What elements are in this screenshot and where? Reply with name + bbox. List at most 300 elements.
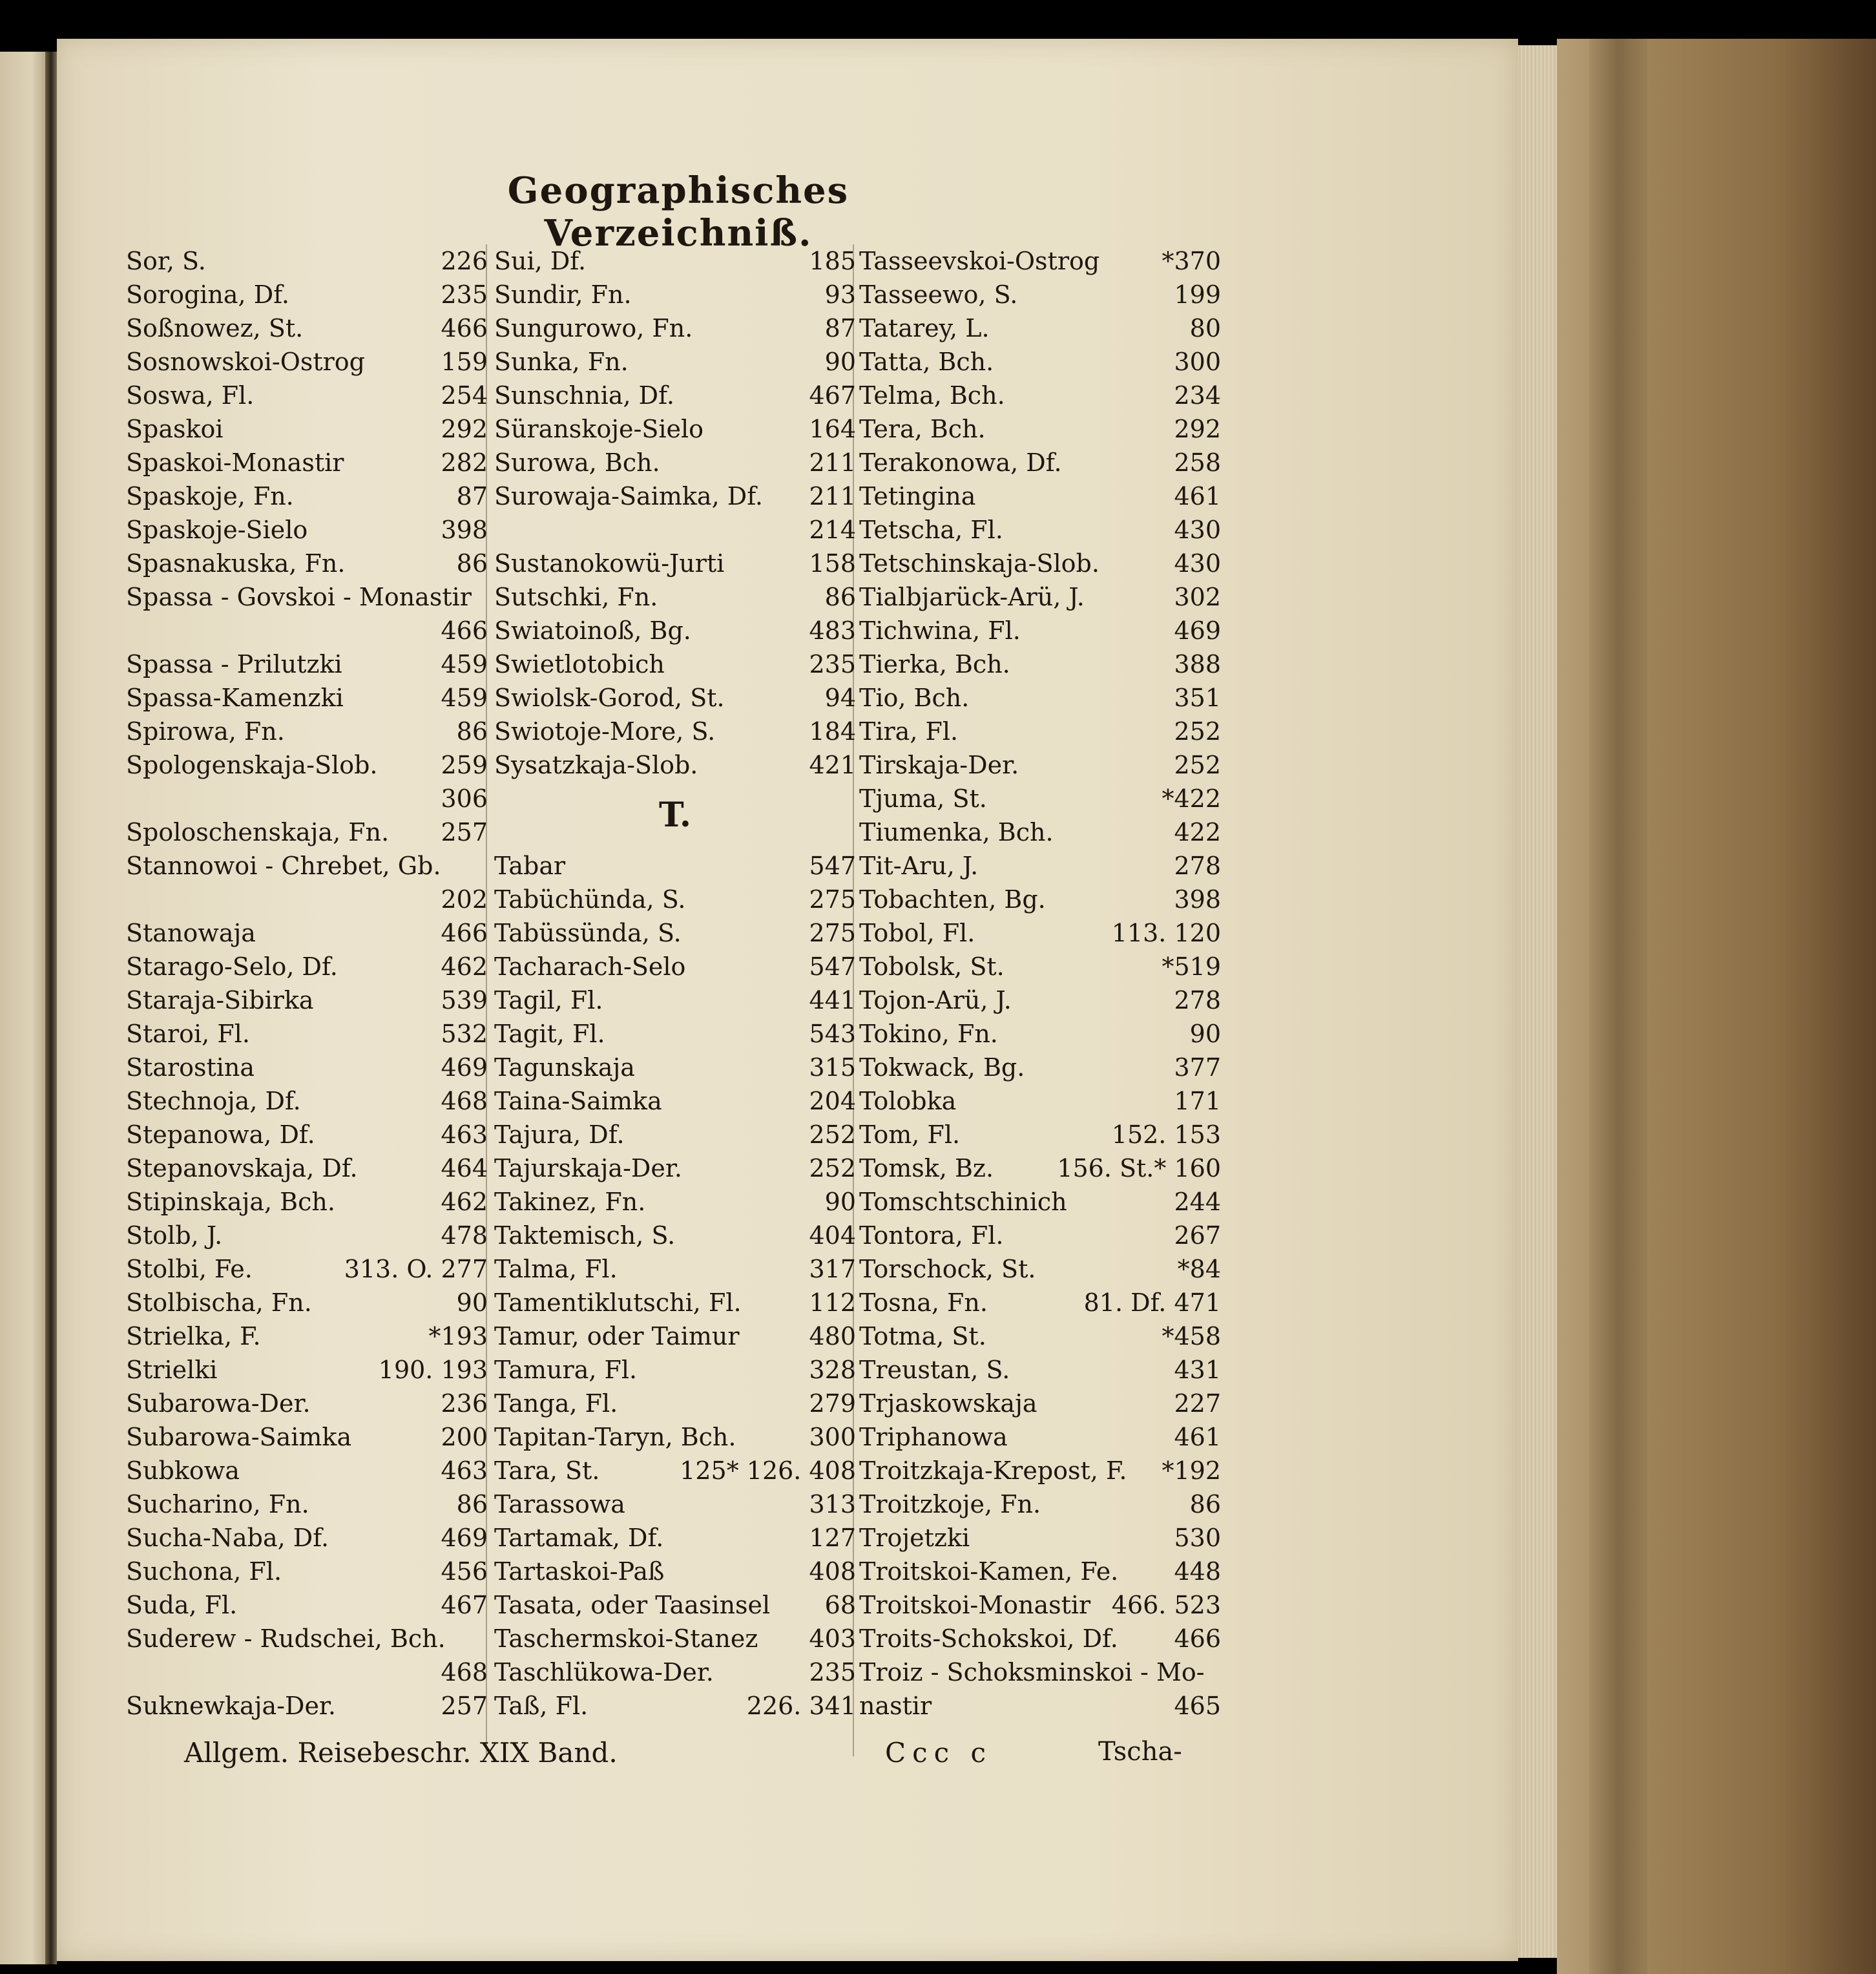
index-entry (126, 1084, 488, 1118)
entry-term: Tom, Fl. (859, 1120, 961, 1149)
index-entry (859, 379, 1221, 412)
footer-catchword: Tscha- (1098, 1737, 1182, 1767)
entry-page-number: 461 (1174, 1423, 1221, 1451)
entry-term: Troitzkaja-Krepost, F. (859, 1456, 1127, 1485)
entry-page-number: 430 (1174, 516, 1221, 544)
entry-page-number: 317 (809, 1255, 856, 1283)
entry-term: Staroi, Fl. (126, 1020, 250, 1048)
entry-page-number: 185 (809, 247, 856, 275)
entry-term: Stepanowa, Df. (126, 1120, 315, 1149)
index-entry (126, 1588, 488, 1622)
index-entry (126, 681, 488, 715)
entry-page-number: 90 (824, 1188, 856, 1216)
index-entry (126, 244, 488, 278)
entry-page-number: 164 (809, 415, 856, 443)
entry-term: Stipinskaja, Bch. (126, 1188, 335, 1216)
index-entry (859, 1084, 1221, 1118)
index-entry (126, 1420, 488, 1454)
entry-term: Takinez, Fn. (494, 1188, 646, 1216)
entry-page-number: *519 (1162, 952, 1221, 981)
entry-page-number: 252 (1174, 751, 1221, 779)
entry-page-number: 86 (456, 549, 488, 578)
index-entry (859, 547, 1221, 580)
entry-page-number: 404 (809, 1221, 856, 1250)
index-entry (859, 278, 1221, 311)
entry-page-number: 351 (1174, 684, 1221, 712)
entry-page-number: 388 (1174, 650, 1221, 678)
left-page-edge (0, 52, 45, 1964)
index-entry (859, 1588, 1221, 1622)
entry-term: Tontora, Fl. (859, 1221, 1004, 1250)
entry-term: Tira, Fl. (859, 717, 959, 746)
entry-page-number: 211 (809, 448, 856, 477)
entry-page-number: 90 (456, 1288, 488, 1317)
entry-term: Sui, Df. (494, 247, 587, 275)
entry-term: Sunka, Fn. (494, 348, 629, 376)
index-entry (126, 580, 488, 614)
entry-term: Suderew - Rudschei, Bch. (126, 1624, 446, 1653)
index-entry (126, 547, 488, 580)
entry-term: Sysatzkaja-Slob. (494, 751, 698, 779)
entry-page-number: 315 (809, 1053, 856, 1082)
index-entry (494, 748, 856, 782)
index-entry (859, 815, 1221, 849)
entry-page-number: 257 (441, 818, 488, 846)
entry-page-number: 94 (824, 684, 856, 712)
index-entry (494, 916, 856, 950)
index-entry (494, 580, 856, 614)
entry-page-number: 547 (809, 852, 856, 880)
entry-page-number: 408 (809, 1557, 856, 1586)
index-entry (859, 412, 1221, 446)
index-entry (859, 614, 1221, 647)
entry-term: Tosna, Fn. (859, 1288, 988, 1317)
entry-term: Subarowa-Saimka (126, 1423, 352, 1451)
entry-term: Spaskoje-Sielo (126, 516, 308, 544)
entry-term: Surowa, Bch. (494, 448, 660, 477)
entry-term: Sor, S. (126, 247, 206, 275)
index-entry (126, 849, 488, 883)
entry-term: Terakonowa, Df. (859, 448, 1062, 477)
entry-page-number: 226 (441, 247, 488, 275)
index-entry (126, 1454, 488, 1487)
entry-page-number: 468 (441, 1658, 488, 1686)
entry-term: Surowaja-Saimka, Df. (494, 482, 763, 510)
entry-page-number: 459 (441, 684, 488, 712)
index-entry (126, 379, 488, 412)
entry-term: Tabar (494, 852, 566, 880)
index-entry (859, 1017, 1221, 1051)
entry-term: Tojon-Arü, J. (859, 986, 1012, 1014)
index-entry (126, 883, 488, 916)
index-entry (859, 1252, 1221, 1286)
entry-term: Tomsk, Bz. (859, 1154, 994, 1182)
entry-page-number: 80 (1189, 314, 1221, 342)
index-entry (494, 1420, 856, 1454)
index-entry (494, 1555, 856, 1588)
index-column-1 (126, 244, 488, 1723)
entry-term: Tagunskaja (494, 1053, 635, 1082)
entry-term: Starago-Selo, Df. (126, 952, 338, 981)
entry-page-number: 87 (824, 314, 856, 342)
index-entry (126, 782, 488, 815)
entry-term: Strielki (126, 1356, 218, 1384)
entry-page-number: 171 (1174, 1087, 1221, 1115)
index-entry (859, 916, 1221, 950)
entry-term: Tagil, Fl. (494, 986, 603, 1014)
entry-page-number: 113. 120 (1111, 919, 1221, 947)
entry-page-number: 190. 193 (378, 1356, 488, 1384)
index-entry (494, 278, 856, 311)
entry-term: Tara, St. (494, 1456, 600, 1485)
index-entry (126, 1387, 488, 1420)
entry-term: Tetschinskaja-Slob. (859, 549, 1100, 578)
index-entry (859, 681, 1221, 715)
entry-page-number: 252 (809, 1120, 856, 1149)
entry-term: Tajura, Df. (494, 1120, 625, 1149)
index-entry (494, 715, 856, 748)
entry-term: Tokino, Fn. (859, 1020, 998, 1048)
entry-page-number: 279 (809, 1389, 856, 1418)
entry-page-number: 90 (1189, 1020, 1221, 1048)
entry-term: Tolobka (859, 1087, 957, 1115)
entry-term: Taktemisch, S. (494, 1221, 676, 1250)
index-entry (126, 916, 488, 950)
entry-page-number: 483 (809, 616, 856, 645)
index-entry (859, 1420, 1221, 1454)
index-entry (494, 1353, 856, 1387)
entry-term: Tit-Aru, J. (859, 852, 979, 880)
entry-page-number: 278 (1174, 986, 1221, 1014)
entry-page-number: 306 (441, 784, 488, 813)
index-entry (494, 1051, 856, 1084)
index-entry (859, 479, 1221, 513)
index-entry (126, 983, 488, 1017)
entry-page-number: 282 (441, 448, 488, 477)
entry-term: Tagit, Fl. (494, 1020, 605, 1048)
entry-page-number: 462 (441, 1188, 488, 1216)
entry-term: Talma, Fl. (494, 1255, 618, 1283)
index-entry (494, 1084, 856, 1118)
entry-page-number: 300 (1174, 348, 1221, 376)
entry-term: Sutschki, Fn. (494, 583, 658, 611)
entry-page-number: 466 (441, 314, 488, 342)
index-entry (859, 311, 1221, 345)
index-entry (126, 815, 488, 849)
entry-page-number: 125* 126. 408 (680, 1456, 856, 1485)
entry-page-number: 259 (441, 751, 488, 779)
entry-page-number: 292 (441, 415, 488, 443)
entry-page-number: 235 (441, 280, 488, 309)
entry-page-number: 267 (1174, 1221, 1221, 1250)
index-entry (494, 1252, 856, 1286)
entry-page-number: 202 (441, 885, 488, 914)
entry-page-number: 234 (1174, 381, 1221, 410)
entry-term: Sucha-Naba, Df. (126, 1524, 329, 1552)
entry-page-number: 532 (441, 1020, 488, 1048)
entry-page-number: 530 (1174, 1524, 1221, 1552)
entry-term: Tarassowa (494, 1490, 625, 1518)
entry-term: Tio, Bch. (859, 684, 970, 712)
entry-term: Troitzkoje, Fn. (859, 1490, 1041, 1518)
entry-page-number: 200 (441, 1423, 488, 1451)
entry-term: Tabüssünda, S. (494, 919, 682, 947)
entry-page-number: 441 (809, 986, 856, 1014)
entry-term: Treustan, S. (859, 1356, 1010, 1384)
entry-page-number: 398 (441, 516, 488, 544)
entry-term: Sundir, Fn. (494, 280, 632, 309)
entry-term: Tomschtschinich (859, 1188, 1067, 1216)
entry-page-number: 463 (441, 1456, 488, 1485)
entry-page-number: 252 (1174, 717, 1221, 746)
index-entry (126, 748, 488, 782)
index-entry (126, 1487, 488, 1521)
index-entry (859, 1319, 1221, 1353)
entry-page-number: 430 (1174, 549, 1221, 578)
index-entry (859, 1487, 1221, 1521)
entry-term: Tirskaja-Der. (859, 751, 1019, 779)
index-entry (126, 1017, 488, 1051)
entry-term: Tasseewo, S. (859, 280, 1018, 309)
entry-page-number: 226. 341 (746, 1692, 856, 1720)
index-entry (859, 1387, 1221, 1420)
entry-term: Tamura, Fl. (494, 1356, 638, 1384)
entry-page-number: 466. 523 (1111, 1591, 1221, 1619)
index-entry (494, 1655, 856, 1689)
entry-page-number: 235 (809, 650, 856, 678)
entry-page-number: 539 (441, 986, 488, 1014)
entry-term: Spaskoje, Fn. (126, 482, 294, 510)
entry-term: Spaskoi (126, 415, 224, 443)
entry-term: Tartaskoi-Paß (494, 1557, 665, 1586)
entry-term: Tialbjarück-Arü, J. (859, 583, 1085, 611)
entry-term: Taß, Fl. (494, 1692, 589, 1720)
index-entry (126, 1689, 488, 1723)
entry-term: Troiz - Schoksminskoi - Mo- (859, 1658, 1205, 1686)
index-entry (126, 479, 488, 513)
entry-term: Tobachten, Bg. (859, 885, 1046, 914)
entry-page-number: 257 (441, 1692, 488, 1720)
index-entry (859, 1353, 1221, 1387)
entry-term: Triphanowa (859, 1423, 1008, 1451)
index-entry (126, 1118, 488, 1151)
entry-page-number: 469 (441, 1053, 488, 1082)
index-entry (126, 311, 488, 345)
index-entry (859, 1151, 1221, 1185)
index-entry (126, 446, 488, 479)
index-entry (859, 1051, 1221, 1084)
entry-term: Stanowaja (126, 919, 256, 947)
entry-page-number: 547 (809, 952, 856, 981)
index-entry (494, 1521, 856, 1555)
entry-page-number: 464 (441, 1154, 488, 1182)
entry-page-number: 468 (441, 1087, 488, 1115)
index-entry (494, 1151, 856, 1185)
entry-term: Tamentiklutschi, Fl. (494, 1288, 742, 1317)
entry-page-number: 86 (1189, 1490, 1221, 1518)
index-entry (859, 1521, 1221, 1555)
entry-term: Swiatoinoß, Bg. (494, 616, 691, 645)
index-entry (494, 1588, 856, 1622)
entry-term: Tabüchünda, S. (494, 885, 686, 914)
index-entry (859, 1219, 1221, 1252)
index-entry (494, 412, 856, 446)
entry-page-number: 467 (809, 381, 856, 410)
index-entry (126, 1185, 488, 1219)
section-letter-heading: T. (658, 795, 692, 835)
index-entry (494, 1017, 856, 1051)
entry-term: Swietlotobich (494, 650, 665, 678)
entry-term: Tetingina (859, 482, 976, 510)
index-entry (859, 1118, 1221, 1151)
index-entry (126, 345, 488, 379)
entry-term: Soswa, Fl. (126, 381, 255, 410)
entry-page-number: 467 (441, 1591, 488, 1619)
entry-term: Tierka, Bch. (859, 650, 1010, 678)
entry-page-number: 159 (441, 348, 488, 376)
index-entry (126, 614, 488, 647)
index-entry (859, 883, 1221, 916)
index-entry (126, 1151, 488, 1185)
entry-term: Subkowa (126, 1456, 240, 1485)
entry-page-number: 86 (824, 583, 856, 611)
entry-page-number: 68 (824, 1591, 856, 1619)
index-entry (494, 1622, 856, 1655)
entry-page-number: 480 (809, 1322, 856, 1350)
index-entry (494, 1689, 856, 1723)
entry-page-number: 431 (1174, 1356, 1221, 1384)
index-entry (859, 983, 1221, 1017)
index-entry (126, 1219, 488, 1252)
entry-page-number: 254 (441, 381, 488, 410)
entry-term: Telma, Bch. (859, 381, 1005, 410)
entry-term: Stolb, J. (126, 1221, 223, 1250)
entry-page-number: 252 (809, 1154, 856, 1182)
entry-term: Tobolsk, St. (859, 952, 1005, 981)
index-entry (859, 1286, 1221, 1319)
index-entry (126, 1353, 488, 1387)
index-entry (859, 1185, 1221, 1219)
entry-term: Spasnakuska, Fn. (126, 549, 346, 578)
index-entry (859, 580, 1221, 614)
entry-term: Tichwina, Fl. (859, 616, 1021, 645)
index-entry (126, 1286, 488, 1319)
entry-page-number: 328 (809, 1356, 856, 1384)
entry-page-number: 462 (441, 952, 488, 981)
entry-page-number: 469 (441, 1524, 488, 1552)
entry-term: Stolbischa, Fn. (126, 1288, 312, 1317)
index-column-3 (859, 244, 1221, 1723)
index-entry (494, 1387, 856, 1420)
entry-page-number: 199 (1174, 280, 1221, 309)
entry-page-number: 398 (1174, 885, 1221, 914)
index-entry (859, 647, 1221, 681)
entry-term: Tetscha, Fl. (859, 516, 1003, 544)
entry-term: Spassa - Prilutzki (126, 650, 342, 678)
entry-term: Tjuma, St. (859, 784, 987, 813)
entry-page-number: 543 (809, 1020, 856, 1048)
entry-page-number: 158 (809, 549, 856, 578)
entry-page-number: *422 (1162, 784, 1221, 813)
entry-term: Tapitan-Taryn, Bch. (494, 1423, 736, 1451)
entry-page-number: 461 (1174, 482, 1221, 510)
entry-page-number: 127 (809, 1524, 856, 1552)
index-entry (859, 1454, 1221, 1487)
entry-term: Swiotoje-More, S. (494, 717, 716, 746)
index-column-2 (494, 244, 856, 1723)
entry-term: Suda, Fl. (126, 1591, 238, 1619)
index-entry (126, 1622, 488, 1655)
index-entry (126, 950, 488, 983)
index-entry (494, 446, 856, 479)
entry-term: Torschock, St. (859, 1255, 1036, 1283)
index-entry (126, 1521, 488, 1555)
entry-page-number: 313. O. 277 (344, 1255, 488, 1283)
entry-term: Trojetzki (859, 1524, 970, 1552)
entry-term: Suknewkaja-Der. (126, 1692, 337, 1720)
index-entry (494, 311, 856, 345)
page-fore-edge (1518, 45, 1557, 1958)
entry-page-number: 90 (824, 348, 856, 376)
entry-page-number: 456 (441, 1557, 488, 1586)
entry-page-number: 403 (809, 1624, 856, 1653)
entry-page-number: 244 (1174, 1188, 1221, 1216)
index-entry (494, 1319, 856, 1353)
entry-term: Trjaskowskaja (859, 1389, 1037, 1418)
entry-page-number: 465 (1174, 1692, 1221, 1720)
entry-term: Starostina (126, 1053, 255, 1082)
index-entry (126, 513, 488, 547)
entry-term: Tasata, oder Taasinsel (494, 1591, 771, 1619)
index-entry (494, 647, 856, 681)
entry-term: Taina-Saimka (494, 1087, 662, 1115)
index-entry (126, 1051, 488, 1084)
entry-page-number: 466 (441, 616, 488, 645)
entry-term: Sunschnia, Df. (494, 381, 674, 410)
entry-page-number: 211 (809, 482, 856, 510)
entry-page-number: 93 (824, 280, 856, 309)
entry-term: Spirowa, Fn. (126, 717, 285, 746)
entry-term: Tatta, Bch. (859, 348, 994, 376)
entry-page-number: 258 (1174, 448, 1221, 477)
entry-page-number: 300 (809, 1423, 856, 1451)
entry-term: Totma, St. (859, 1322, 986, 1350)
entry-term: Tacharach-Selo (494, 952, 686, 981)
entry-page-number: *193 (428, 1322, 488, 1350)
index-entry (859, 513, 1221, 547)
entry-page-number: *84 (1177, 1255, 1221, 1283)
entry-page-number: 459 (441, 650, 488, 678)
entry-page-number: 112 (809, 1288, 856, 1317)
index-entry (126, 647, 488, 681)
cover-shadow (1589, 39, 1647, 1974)
page-title: Geographisches Verzeichniß. (507, 169, 849, 255)
index-entry (126, 1555, 488, 1588)
entry-page-number: *192 (1162, 1456, 1221, 1485)
entry-page-number: 478 (441, 1221, 488, 1250)
index-entry (859, 849, 1221, 883)
entry-page-number: 156. St.* 160 (1057, 1154, 1221, 1182)
index-entry (494, 244, 856, 278)
entry-page-number: 421 (809, 751, 856, 779)
entry-page-number: 214 (809, 516, 856, 544)
index-entry (494, 883, 856, 916)
index-entry (126, 1252, 488, 1286)
entry-term: Spassa - Govskoi - Monastir (126, 583, 472, 611)
index-entry (494, 513, 856, 547)
index-entry (494, 1286, 856, 1319)
index-entry (859, 748, 1221, 782)
